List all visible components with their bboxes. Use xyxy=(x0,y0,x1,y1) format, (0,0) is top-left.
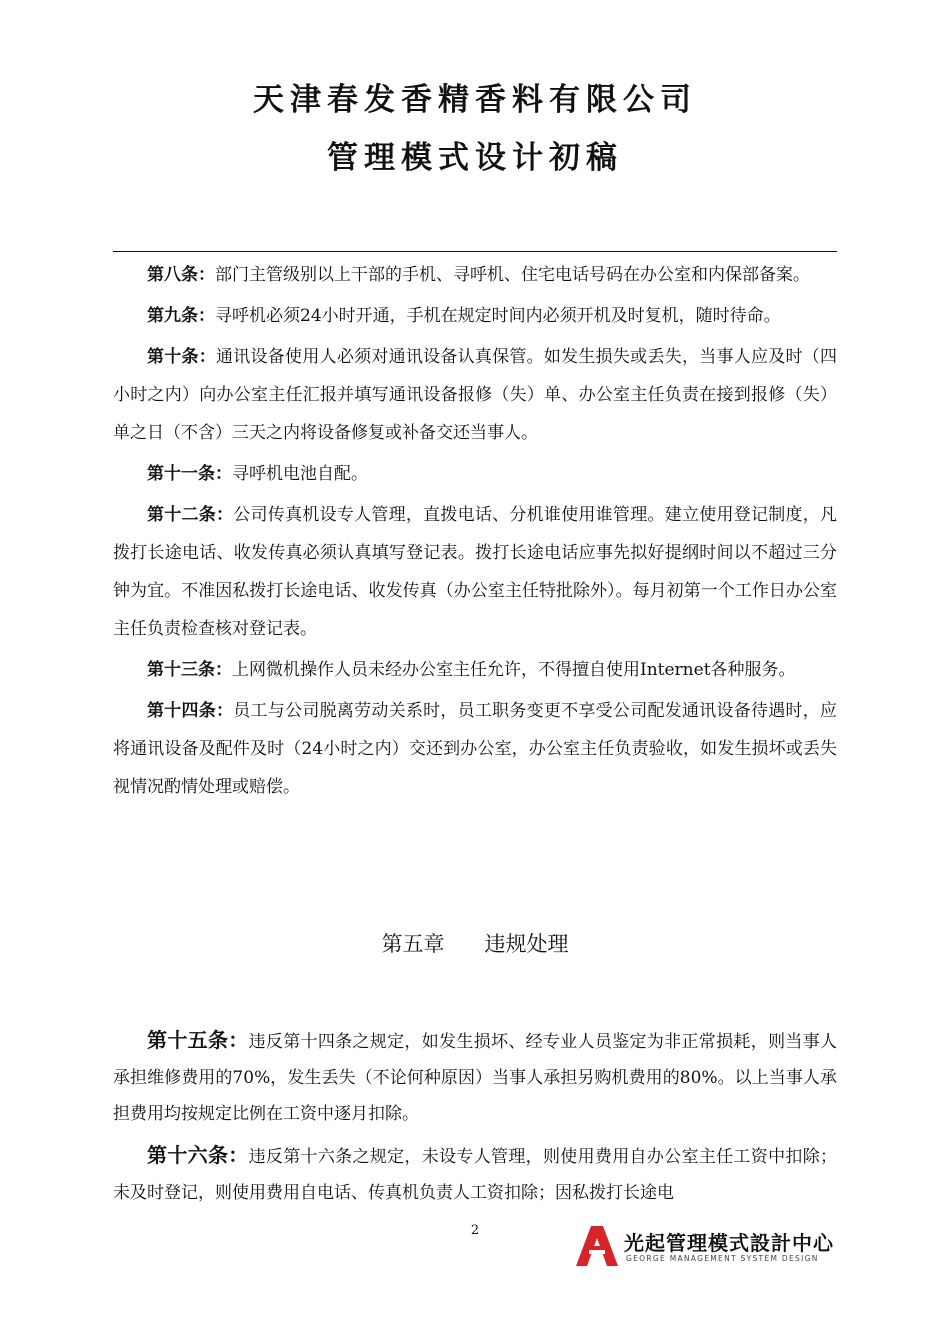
article-14 xyxy=(113,692,837,806)
article-9 xyxy=(113,297,837,335)
header-divider xyxy=(113,251,837,252)
chapter-title: 违规处理 xyxy=(484,932,569,956)
article-label: 第十六条： xyxy=(147,1143,249,1167)
article-text: 部门主管级别以上干部的手机、寻呼机、住宅电话号码在办公室和内保部备案。 xyxy=(215,265,810,285)
article-label: 第八条： xyxy=(147,265,215,285)
article-label: 第十一条： xyxy=(147,464,232,484)
article-text: 寻呼机电池自配。 xyxy=(232,464,368,484)
article-label: 第十三条： xyxy=(147,660,232,680)
article-text: 违反第十四条之规定，如发生损坏、经专业人员鉴定为非正常损耗，则当事人承担维修费用的70%，发生丢失（不论何种原因）当事人承担另购机费用的80%。以上当事人承担费用均按规定比例在工资中逐月扣除。 xyxy=(113,1032,838,1124)
article-16 xyxy=(113,1137,837,1211)
article-11 xyxy=(113,455,837,493)
article-label: 第十条： xyxy=(147,347,217,367)
article-text: 违反第十六条之规定，未设专人管理，则使用费用自办公室主任工资中扣除；未及时登记，则使用费用自电话、传真机负责人工资扣除；因私拨打长途电 xyxy=(113,1147,838,1203)
page-number: 2 xyxy=(470,1223,480,1238)
document-subtitle: 管理模式设计初稿 xyxy=(327,140,623,176)
chapter-number: 第五章 xyxy=(381,932,445,956)
article-list-chapter5 xyxy=(113,1022,837,1216)
article-text: 寻呼机必须24小时开通，手机在规定时间内必须开机及时复机，随时待命。 xyxy=(215,306,781,326)
document-title: 天津春发香精香料有限公司 xyxy=(253,82,697,118)
article-15 xyxy=(113,1022,837,1132)
article-text: 员工与公司脱离劳动关系时，员工职务变更不享受公司配发通讯设备待遇时，应将通讯设备及配件及时（24小时之内）交还到办公室，办公室主任负责验收，如发生损坏或丢失视情况酌情处理或赔偿。 xyxy=(113,701,838,797)
article-label: 第十五条： xyxy=(147,1028,249,1052)
article-label: 第十四条： xyxy=(147,701,234,721)
article-list xyxy=(113,256,837,809)
article-label: 第十二条： xyxy=(147,505,234,525)
article-12 xyxy=(113,496,837,648)
logo-english-name: GEORGE MANAGEMENT SYSTEM DESIGN xyxy=(626,1254,819,1263)
company-logo xyxy=(576,1226,841,1268)
article-8 xyxy=(113,256,837,294)
article-label: 第九条： xyxy=(147,306,215,326)
article-10 xyxy=(113,338,837,452)
article-text: 通讯设备使用人必须对通讯设备认真保管。如发生损失或丢失，当事人应及时（四小时之内）向办公室主任汇报并填写通讯设备报修（失）单、办公室主任负责在接到报修（失）单之日（不含）三天之内将设备修复或补备交还当事人。 xyxy=(113,347,838,443)
chapter-heading xyxy=(0,928,950,958)
article-13 xyxy=(113,651,837,689)
article-text: 公司传真机设专人管理，直拨电话、分机谁使用谁管理。建立使用登记制度，凡拨打长途电话、收发传真必须认真填写登记表。拨打长途电话应事先拟好提纲时间以不超过三分钟为宜。不准因私拨打长途电话、收发传真（办公室主任特批除外）。每月初第一个工作日办公室主任负责检查核对登记表。 xyxy=(113,505,838,639)
letter-a-logo-icon xyxy=(576,1226,618,1266)
article-text: 上网微机操作人员未经办公室主任允许，不得擅自使用Internet各种服务。 xyxy=(232,660,796,680)
logo-chinese-name: 光起管理模式設計中心 xyxy=(624,1231,834,1255)
